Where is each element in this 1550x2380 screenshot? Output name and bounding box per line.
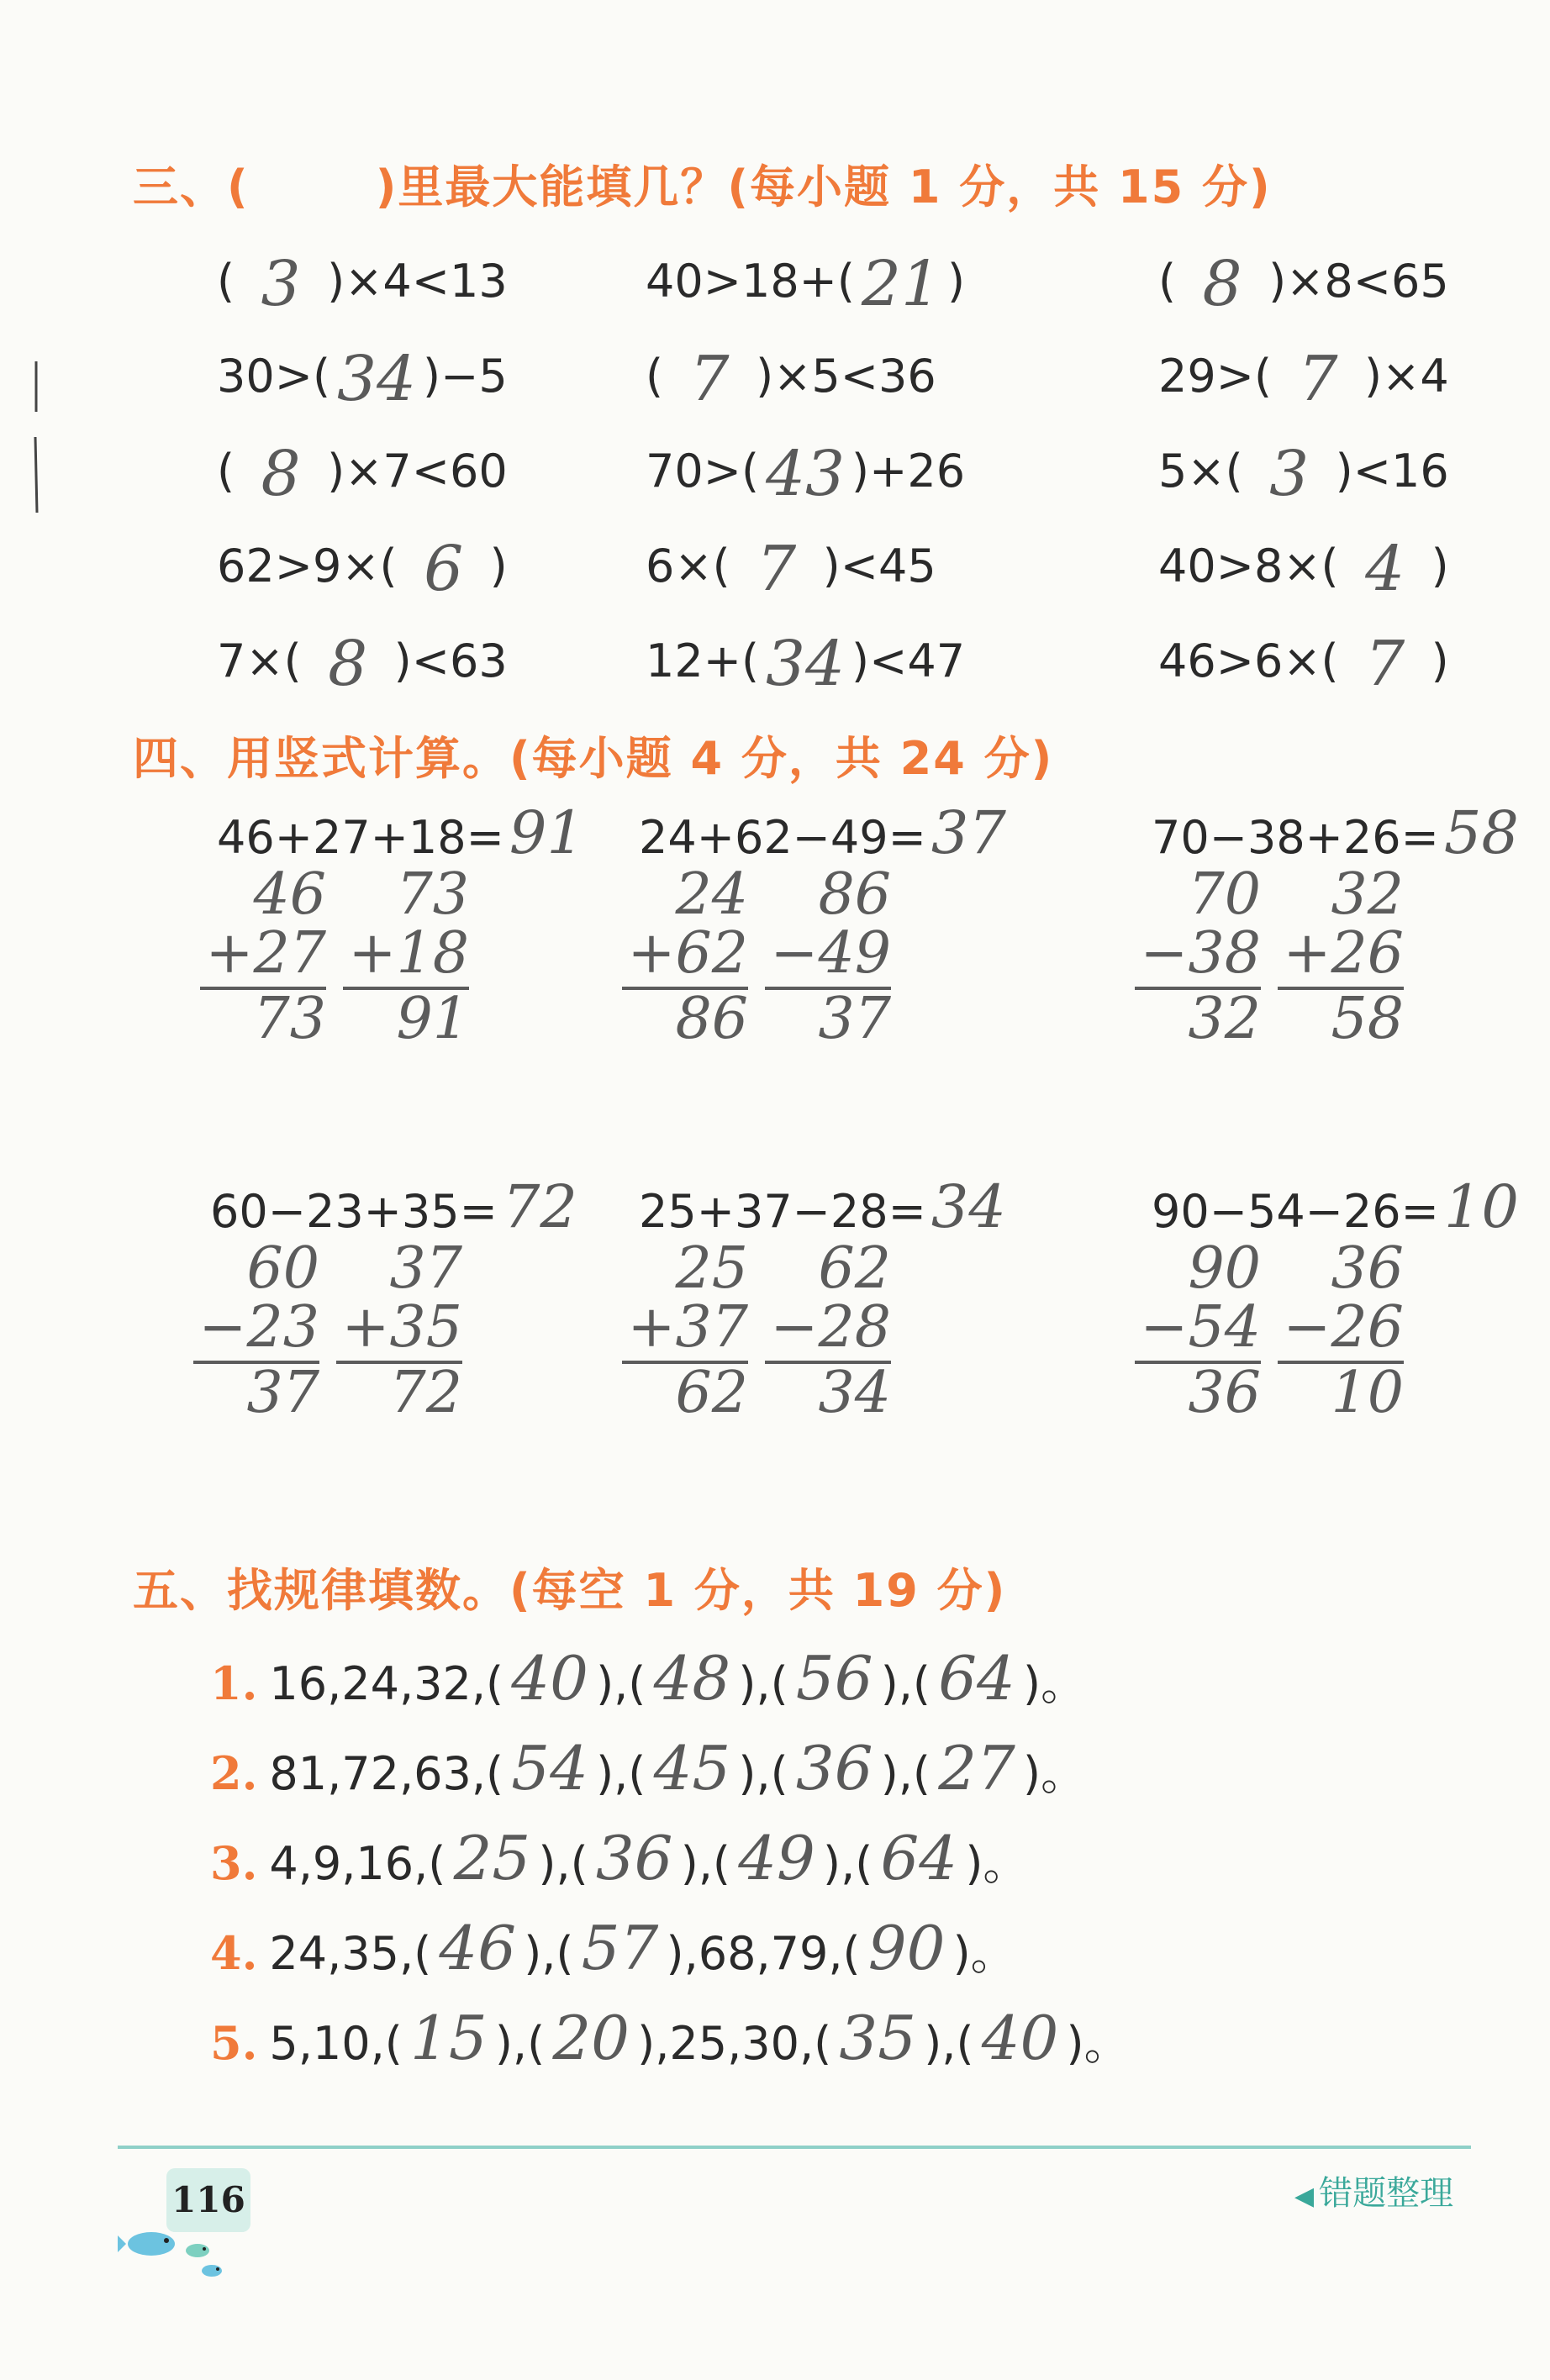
work-operand: −26 <box>1283 1294 1404 1361</box>
work-operand: 70 <box>1188 861 1261 928</box>
handwritten-answer[interactable]: 64 <box>938 1643 1015 1714</box>
sequence-text: ),( <box>494 2017 546 2070</box>
handwritten-answer[interactable]: 36 <box>795 1733 873 1803</box>
expression-suffix: )×8<65 <box>1268 255 1449 308</box>
mistake-review-label: 错题整理 <box>1319 2174 1454 2213</box>
handwritten-answer[interactable]: 21 <box>861 248 941 320</box>
calculation-expression <box>217 798 584 867</box>
handwritten-vertical-work <box>200 861 326 1052</box>
work-operand: −49 <box>770 920 891 987</box>
expression-prefix: 5×( <box>1158 445 1243 498</box>
pattern-sequence <box>210 1643 1086 1714</box>
work-result: 72 <box>336 1361 462 1423</box>
work-operand: +62 <box>627 920 748 987</box>
expression-prefix: 7×( <box>217 634 302 687</box>
work-operand: −54 <box>1140 1294 1261 1361</box>
section3-item <box>217 334 508 415</box>
sequence-text: ),( <box>880 1657 931 1710</box>
handwritten-answer[interactable]: 43 <box>765 438 846 510</box>
handwritten-answer[interactable]: 54 <box>511 1733 588 1803</box>
work-operand: +27 <box>205 920 326 987</box>
handwritten-answer[interactable]: 45 <box>653 1733 731 1803</box>
handwritten-answer[interactable]: 36 <box>595 1823 673 1893</box>
section3-problems <box>217 240 1503 714</box>
work-operand: +18 <box>348 920 469 987</box>
section3-item <box>646 429 966 510</box>
margin-pencil-mark <box>34 361 39 513</box>
expression-prefix: ( <box>1158 255 1177 308</box>
handwritten-answer[interactable]: 7 <box>1365 628 1405 700</box>
section3-row <box>217 240 1503 334</box>
work-operand: 60 <box>246 1235 319 1302</box>
page-number: 116 <box>166 2168 250 2232</box>
work-result: 73 <box>200 987 326 1049</box>
sequence-text: )。 <box>965 1837 1029 1890</box>
vertical-calculation-problem <box>205 798 654 1160</box>
handwritten-answer[interactable]: 8 <box>261 438 301 510</box>
handwritten-answer[interactable]: 7 <box>689 343 730 415</box>
expression-prefix: 12+( <box>646 634 760 687</box>
expression-suffix: ) <box>947 255 966 308</box>
expression-suffix: )<45 <box>822 540 936 592</box>
work-operand: 24 <box>675 861 748 928</box>
work-operand: −23 <box>198 1294 319 1361</box>
work-result: 62 <box>622 1361 748 1423</box>
work-result: 36 <box>1135 1361 1261 1423</box>
work-operand: 73 <box>396 861 469 928</box>
sequence-text: 24,35,( <box>269 1927 432 1980</box>
section3-item <box>217 524 508 605</box>
handwritten-answer[interactable]: 3 <box>261 248 301 320</box>
sequence-text: ),( <box>680 1837 730 1890</box>
expression-suffix: )×7<60 <box>327 445 508 498</box>
sequence-text: 81,72,63,( <box>269 1747 504 1800</box>
pattern-sequence <box>210 1823 1028 1893</box>
pattern-sequence <box>210 2003 1130 2073</box>
handwritten-answer[interactable]: 72 <box>502 1172 577 1241</box>
expression-suffix: )×4 <box>1364 350 1449 403</box>
expression-prefix: 6×( <box>646 540 730 592</box>
handwritten-answer[interactable]: 56 <box>795 1643 873 1714</box>
section3-row <box>217 429 1503 524</box>
work-operand: +26 <box>1283 920 1404 987</box>
handwritten-answer[interactable]: 34 <box>765 628 846 700</box>
section3-item <box>646 240 966 320</box>
expression-text: 90−54−26= <box>1152 1185 1439 1238</box>
work-operand: 36 <box>1331 1235 1404 1302</box>
sequence-text: ),( <box>538 1837 588 1890</box>
expression-suffix: )<16 <box>1335 445 1449 498</box>
work-result: 86 <box>622 987 748 1049</box>
sequence-text: ),( <box>880 1747 931 1800</box>
expression-text: 25+37−28= <box>639 1185 926 1238</box>
work-operand: 62 <box>818 1235 891 1302</box>
expression-suffix: )+26 <box>851 445 966 498</box>
handwritten-answer[interactable]: 35 <box>839 2003 917 2073</box>
section3-title-suffix: )里最大能填几？(每小题 1 分，共 15 分) <box>375 161 1272 213</box>
expression-prefix: ( <box>646 350 664 403</box>
handwritten-answer[interactable]: 8 <box>328 628 368 700</box>
section3-row <box>217 619 1503 714</box>
handwritten-answer[interactable]: 6 <box>424 533 464 605</box>
section3-row <box>217 524 1503 619</box>
pattern-sequence <box>210 1733 1086 1803</box>
handwritten-answer[interactable]: 40 <box>981 2003 1059 2073</box>
handwritten-vertical-work <box>1278 1235 1404 1426</box>
handwritten-answer[interactable]: 48 <box>653 1643 731 1714</box>
sequence-text: 5,10,( <box>269 2017 403 2070</box>
handwritten-answer[interactable]: 58 <box>1443 798 1519 867</box>
expression-prefix: 46>6×( <box>1158 634 1339 687</box>
sequence-text: ),25,30,( <box>637 2017 832 2070</box>
expression-prefix: 62>9×( <box>217 540 398 592</box>
work-operand: −28 <box>770 1294 891 1361</box>
calculation-expression <box>210 1172 577 1241</box>
item-number: 2. <box>210 1746 258 1800</box>
work-operand: 32 <box>1331 861 1404 928</box>
handwritten-answer[interactable]: 8 <box>1202 248 1242 320</box>
work-operand: 37 <box>389 1235 462 1302</box>
handwritten-answer[interactable]: 34 <box>931 1172 1006 1241</box>
vertical-calculation-problem <box>1140 1172 1550 1534</box>
section3-title <box>133 151 1272 216</box>
sequence-text: ),( <box>823 1837 873 1890</box>
expression-text: 46+27+18= <box>217 811 504 864</box>
handwritten-answer[interactable]: 25 <box>453 1823 531 1893</box>
sequence-text: ),( <box>596 1747 646 1800</box>
section3-row <box>217 334 1503 429</box>
item-number: 4. <box>210 1926 258 1980</box>
vertical-calculation-problem <box>627 1172 1076 1534</box>
calculation-expression <box>1152 1172 1519 1241</box>
expression-prefix: ( <box>217 255 235 308</box>
handwritten-answer[interactable]: 10 <box>1443 1172 1519 1241</box>
expression-prefix: 30>( <box>217 350 331 403</box>
work-operand: 90 <box>1188 1235 1261 1302</box>
section3-item <box>1158 429 1449 510</box>
handwritten-answer[interactable]: 40 <box>511 1643 588 1714</box>
vertical-calculation-problem <box>1140 798 1550 1160</box>
triangle-left-icon: ◀ <box>1294 2182 1315 2211</box>
item-number: 3. <box>210 1836 258 1890</box>
handwritten-answer[interactable]: 91 <box>509 798 584 867</box>
sequence-text: ),( <box>738 1657 788 1710</box>
calculation-expression <box>1152 798 1519 867</box>
expression-suffix: )×5<36 <box>756 350 936 403</box>
work-operand: 86 <box>818 861 891 928</box>
handwritten-answer[interactable]: 7 <box>1298 343 1338 415</box>
item-number: 1. <box>210 1656 258 1710</box>
handwritten-answer[interactable]: 27 <box>938 1733 1015 1803</box>
handwritten-vertical-work <box>622 861 748 1052</box>
work-result: 34 <box>765 1361 891 1423</box>
work-result: 37 <box>193 1361 319 1423</box>
sequence-text: ),( <box>524 1927 574 1980</box>
section3-item <box>1158 334 1449 415</box>
vertical-calculation-problem <box>198 1172 647 1534</box>
work-operand: 46 <box>253 861 326 928</box>
work-result: 32 <box>1135 987 1261 1049</box>
expression-suffix: )<47 <box>851 634 966 687</box>
section3-item <box>1158 619 1449 700</box>
expression-text: 60−23+35= <box>210 1185 498 1238</box>
expression-suffix: )−5 <box>423 350 508 403</box>
work-operand: +37 <box>627 1294 748 1361</box>
section3-item <box>217 429 508 510</box>
section4-title: 四、用竖式计算。(每小题 4 分，共 24 分) <box>133 732 1054 785</box>
handwritten-answer[interactable]: 3 <box>1269 438 1310 510</box>
fish-icon <box>118 2219 235 2286</box>
expression-prefix: 70>( <box>646 445 760 498</box>
work-operand: 25 <box>675 1235 748 1302</box>
expression-prefix: ( <box>217 445 235 498</box>
pattern-sequence <box>210 1913 1016 1983</box>
expression-text: 24+62−49= <box>639 811 926 864</box>
sequence-text: ),( <box>924 2017 974 2070</box>
handwritten-answer[interactable]: 34 <box>336 343 417 415</box>
sequence-text: )。 <box>1023 1747 1087 1800</box>
sequence-text: )。 <box>1066 2017 1130 2070</box>
mistake-review-link[interactable] <box>1294 2167 1453 2214</box>
work-operand: −38 <box>1140 920 1261 987</box>
work-result: 10 <box>1278 1361 1404 1423</box>
section3-item <box>217 240 508 320</box>
expression-suffix: ) <box>1431 540 1449 592</box>
handwritten-vertical-work <box>193 1235 319 1426</box>
handwritten-answer[interactable]: 15 <box>410 2003 488 2073</box>
handwritten-vertical-work <box>622 1235 748 1426</box>
section3-item <box>217 619 508 700</box>
vertical-calculation-problem <box>627 798 1076 1160</box>
expression-suffix: )<63 <box>393 634 508 687</box>
handwritten-answer[interactable]: 20 <box>552 2003 630 2073</box>
expression-prefix: 40>18+( <box>646 255 855 308</box>
sequence-text: 16,24,32,( <box>269 1657 504 1710</box>
section3-item <box>646 334 936 415</box>
calculation-expression <box>639 1172 1006 1241</box>
handwritten-vertical-work <box>1278 861 1404 1052</box>
sequence-text: ),( <box>596 1657 646 1710</box>
expression-suffix: )×4<13 <box>327 255 508 308</box>
sequence-text: ),( <box>738 1747 788 1800</box>
handwritten-vertical-work <box>343 861 469 1052</box>
handwritten-vertical-work <box>1135 1235 1261 1426</box>
expression-text: 70−38+26= <box>1152 811 1439 864</box>
expression-suffix: ) <box>1431 634 1449 687</box>
work-result: 37 <box>765 987 891 1049</box>
section3-item <box>1158 524 1449 605</box>
section3-title-prefix: 三、( <box>133 161 250 213</box>
work-result: 58 <box>1278 987 1404 1049</box>
sequence-text: 4,9,16,( <box>269 1837 446 1890</box>
handwritten-vertical-work <box>765 1235 891 1426</box>
handwritten-answer[interactable]: 46 <box>439 1913 517 1983</box>
sequence-text: )。 <box>952 1927 1016 1980</box>
footer-divider <box>118 2146 1471 2149</box>
handwritten-answer[interactable]: 57 <box>581 1913 659 1983</box>
handwritten-answer[interactable]: 64 <box>880 1823 958 1893</box>
handwritten-vertical-work <box>1135 861 1261 1052</box>
expression-prefix: 40>8×( <box>1158 540 1339 592</box>
expression-prefix: 29>( <box>1158 350 1273 403</box>
section5-title: 五、找规律填数。(每空 1 分，共 19 分) <box>133 1564 1007 1617</box>
section3-item <box>1158 240 1449 320</box>
handwritten-answer[interactable]: 37 <box>931 798 1006 867</box>
calculation-expression <box>639 798 1006 867</box>
work-operand: +35 <box>341 1294 462 1361</box>
handwritten-vertical-work <box>765 861 891 1052</box>
section3-item <box>646 619 966 700</box>
work-result: 91 <box>343 987 469 1049</box>
handwritten-answer[interactable]: 4 <box>1365 533 1405 605</box>
sequence-text: )。 <box>1023 1657 1087 1710</box>
expression-suffix: ) <box>489 540 508 592</box>
handwritten-vertical-work <box>336 1235 462 1426</box>
section3-item <box>646 524 936 605</box>
sequence-text: ),68,79,( <box>666 1927 861 1980</box>
handwritten-answer[interactable]: 7 <box>757 533 797 605</box>
handwritten-answer[interactable]: 49 <box>738 1823 815 1893</box>
handwritten-answer[interactable]: 90 <box>867 1913 946 1983</box>
item-number: 5. <box>210 2016 258 2070</box>
